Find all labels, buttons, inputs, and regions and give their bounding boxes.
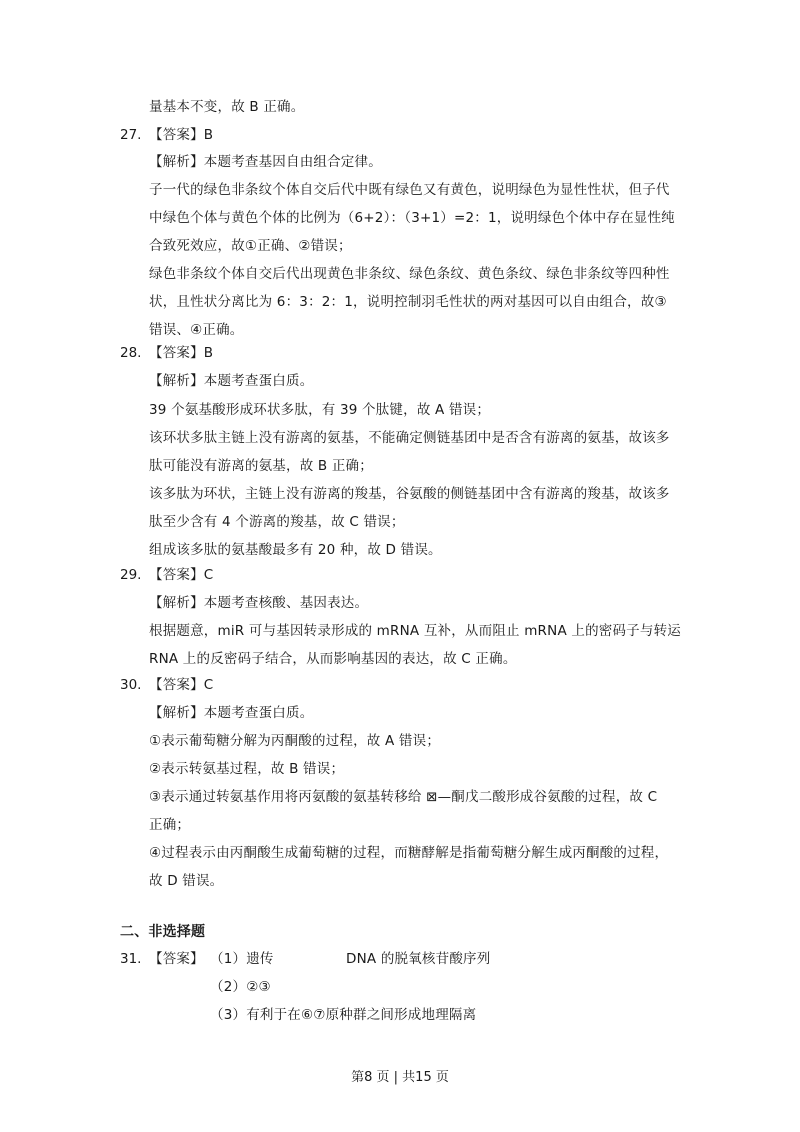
text-line: 该多肽为环状，主链上没有游离的羧基，谷氨酸的侧链基团中含有游离的羧基，故该多: [149, 486, 670, 502]
question-number: 29.: [120, 567, 142, 583]
text-line: ③表示通过转氨基作用将丙氨酸的氨基转移给 ⊠—酮戊二酸形成谷氨酸的过程，故 C: [149, 789, 658, 805]
text-line: 根据题意，miR 可与基因转录形成的 mRNA 互补，从而阻止 mRNA 上的密码子与转运: [149, 623, 681, 639]
answer-line: 【答案】C: [149, 677, 214, 693]
text-line: 子一代的绿色非条纹个体自交后代中既有绿色又有黄色，说明绿色为显性性状，但子代: [149, 182, 670, 198]
answer-part-2: （2）②③: [210, 979, 271, 995]
text-line: 合致死效应，故①正确、②错误；: [149, 238, 352, 254]
answer-line: 【答案】B: [149, 127, 214, 143]
text-line: ④过程表示由丙酮酸生成葡萄糖的过程，而糖酵解是指葡萄糖分解生成丙酮酸的过程，: [149, 845, 669, 861]
text-line: 组成该多肽的氨基酸最多有 20 种，故 D 错误。: [149, 542, 442, 558]
text-line: RNA 上的反密码子结合，从而影响基因的表达，故 C 正确。: [149, 651, 517, 667]
text-line: 正确；: [149, 817, 191, 833]
analysis-line: 【解析】本题考查蛋白质。: [149, 705, 314, 721]
answer-part-3: （3）有利于在⑥⑦原种群之间形成地理隔离: [210, 1007, 477, 1023]
page-footer: 第8 页 | 共15 页: [351, 1070, 449, 1085]
text-line: 绿色非条纹个体自交后代出现黄色非条纹、绿色条纹、黄色条纹、绿色非条纹等四种性: [149, 266, 670, 282]
question-number: 28.: [120, 345, 142, 361]
answer-part-1b: DNA 的脱氧核苷酸序列: [346, 951, 491, 967]
answer-line: 【答案】B: [149, 345, 214, 361]
answer-line: 【答案】: [149, 951, 204, 967]
analysis-line: 【解析】本题考查核酸、基因表达。: [149, 595, 369, 611]
question-number: 30.: [120, 677, 142, 693]
text-line: 量基本不变，故 B 正确。: [149, 99, 305, 115]
text-line: 该环状多肽主链上没有游离的氨基，不能确定侧链基团中是否含有游离的氨基，故该多: [149, 430, 670, 446]
answer-part-1: （1）遗传: [210, 951, 274, 967]
section-heading: 二、非选择题: [120, 924, 206, 940]
question-number: 27.: [120, 127, 142, 143]
text-line: 故 D 错误。: [149, 873, 224, 889]
text-line: 肽可能没有游离的氨基，故 B 正确；: [149, 458, 373, 474]
text-line: 错误、④正确。: [149, 322, 244, 338]
text-line: ①表示葡萄糖分解为丙酮酸的过程，故 A 错误；: [149, 733, 441, 749]
question-number: 31.: [120, 951, 142, 967]
text-line: 状，且性状分离比为 6：3：2：1，说明控制羽毛性状的两对基因可以自由组合，故③: [149, 294, 667, 310]
text-line: 肽至少含有 4 个游离的羧基，故 C 错误；: [149, 514, 405, 530]
text-line: ②表示转氨基过程，故 B 错误；: [149, 761, 345, 777]
text-line: 39 个氨基酸形成环状多肽，有 39 个肽键，故 A 错误；: [149, 402, 491, 418]
text-line: 中绿色个体与黄色个体的比例为（6+2）：（3+1）=2：1，说明绿色个体中存在显性纯: [149, 210, 675, 226]
answer-line: 【答案】C: [149, 567, 214, 583]
analysis-line: 【解析】本题考查基因自由组合定律。: [149, 154, 382, 170]
analysis-line: 【解析】本题考查蛋白质。: [149, 373, 314, 389]
